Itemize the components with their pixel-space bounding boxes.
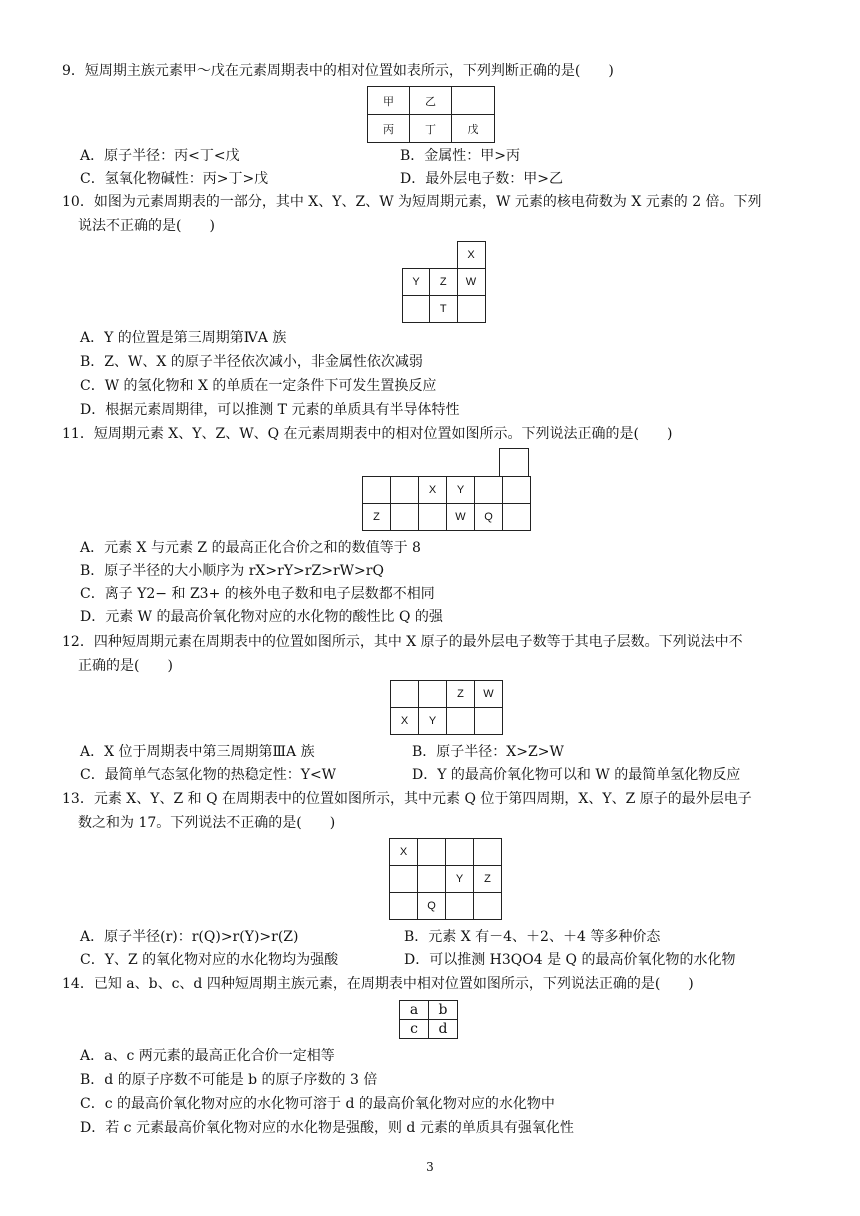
q9-option-a: A．原子半径：丙<丁<戊 <box>80 148 240 164</box>
q11-extra-cell <box>499 448 529 477</box>
q11-cell: Y <box>447 477 475 504</box>
q11-cell <box>475 477 503 504</box>
q12-cell <box>447 708 475 735</box>
q10-cell <box>403 296 430 323</box>
q14-option-a: A．a、c 两元素的最高正化合价一定相等 <box>80 1048 335 1064</box>
q14-option-c: C．c 的最高价氧化物对应的水化物可溶于 d 的最高价氧化物对应的水化物中 <box>80 1096 555 1112</box>
q13-cell: X <box>390 839 418 866</box>
q12-cell <box>419 681 447 708</box>
q12-stem: 12．四种短周期元素在周期表中的位置如图所示，其中 X 原子的最外层电子数等于其电子层数。下列说法中不 <box>62 634 743 650</box>
q11-cell <box>503 504 531 531</box>
q13-cell: Q <box>418 893 446 920</box>
q11-cell <box>503 477 531 504</box>
q13-cell <box>446 839 474 866</box>
q11-cell: Z <box>363 504 391 531</box>
q9-option-d: D．最外层电子数：甲>乙 <box>400 171 563 187</box>
q10-cell: W <box>457 269 485 296</box>
q9-cell: 戊 <box>452 115 495 143</box>
q13-periodic-table <box>389 838 502 920</box>
q11-option-b: B．原子半径的大小顺序为 rX>rY>rZ>rW>rQ <box>80 563 384 579</box>
q9-cell: 甲 <box>368 87 410 115</box>
q11-cell: X <box>419 477 447 504</box>
q13-option-d: D．可以推测 H3QO4 是 Q 的最高价氧化物的水化物 <box>404 952 736 968</box>
q11-cell <box>419 504 447 531</box>
q13-cell <box>474 839 502 866</box>
q10-option-a: A．Y 的位置是第三周期第ⅣA 族 <box>80 330 287 346</box>
q13-cell <box>474 893 502 920</box>
q10-stem: 10．如图为元素周期表的一部分，其中 X、Y、Z、W 为短周期元素，W 元素的核电荷数为 X 元素的 2 倍。下列 <box>62 194 762 210</box>
q13-cell <box>418 866 446 893</box>
q10-stem-cont: 说法不正确的是( ) <box>78 218 215 234</box>
q11-stem: 11．短周期元素 X、Y、Z、W、Q 在元素周期表中的相对位置如图所示。下列说法正确的是( ) <box>62 426 673 442</box>
q12-cell: X <box>391 708 419 735</box>
q12-option-c: C．最简单气态氢化物的热稳定性：Y<W <box>80 767 337 783</box>
q12-cell: Z <box>447 681 475 708</box>
q11-cell <box>363 477 391 504</box>
q11-option-a: A．元素 X 与元素 Z 的最高正化合价之和的数值等于 8 <box>80 540 421 556</box>
q13-cell <box>446 893 474 920</box>
q11-cell: W <box>447 504 475 531</box>
q13-option-c: C．Y、Z 的氧化物对应的水化物均为强酸 <box>80 952 339 968</box>
q9-cell: 丁 <box>410 115 452 143</box>
q14-cell: c <box>400 1020 429 1039</box>
q13-cell <box>418 839 446 866</box>
q9-cell: 乙 <box>410 87 452 115</box>
q13-option-a: A．原子半径(r)：r(Q)>r(Y)>r(Z) <box>80 929 299 945</box>
q14-cell: d <box>429 1020 458 1039</box>
q9-cell <box>452 87 495 115</box>
q12-cell <box>475 708 503 735</box>
q12-stem-cont: 正确的是( ) <box>78 658 173 674</box>
q10-option-c: C．W 的氢化物和 X 的单质在一定条件下可发生置换反应 <box>80 378 437 394</box>
q12-option-a: A．X 位于周期表中第三周期第ⅢA 族 <box>80 744 315 760</box>
q14-option-b: B．d 的原子序数不可能是 b 的原子序数的 3 倍 <box>80 1072 378 1088</box>
q12-option-d: D．Y 的最高价氧化物可以和 W 的最简单氢化物反应 <box>412 767 741 783</box>
q10-periodic-table <box>402 241 486 323</box>
q10-option-d: D．根据元素周期律，可以推测 T 元素的单质具有半导体特性 <box>80 402 460 418</box>
q11-option-d: D．元素 W 的最高价氧化物对应的水化物的酸性比 Q 的强 <box>80 609 443 625</box>
q14-option-d: D．若 c 元素最高价氧化物对应的水化物是强酸，则 d 元素的单质具有强氧化性 <box>80 1120 574 1136</box>
q14-periodic-table <box>399 1000 458 1039</box>
q10-option-b: B．Z、W、X 的原子半径依次减小，非金属性依次减弱 <box>80 354 423 370</box>
q12-cell: Y <box>419 708 447 735</box>
q14-cell: a <box>400 1001 429 1020</box>
q13-cell <box>390 866 418 893</box>
q12-cell: W <box>475 681 503 708</box>
q10-cell <box>457 296 485 323</box>
q14-stem: 14．已知 a、b、c、d 四种短周期主族元素，在周期表中相对位置如图所示，下列说法正确的是( ) <box>62 976 694 992</box>
q9-stem: 9．短周期主族元素甲～戊在元素周期表中的相对位置如表所示，下列判断正确的是( ) <box>62 63 614 79</box>
q12-cell <box>391 681 419 708</box>
q10-cell: Z <box>430 269 458 296</box>
q13-cell: Z <box>474 866 502 893</box>
q12-periodic-table <box>390 680 503 735</box>
q10-cell: T <box>430 296 458 323</box>
q11-option-c: C．离子 Y2− 和 Z3+ 的核外电子数和电子层数都不相同 <box>80 586 435 602</box>
q9-option-b: B．金属性：甲>丙 <box>400 148 521 164</box>
q10-cell: Y <box>403 269 430 296</box>
q9-option-c: C．氢氧化物碱性：丙>丁>戊 <box>80 171 269 187</box>
page-number: 3 <box>426 1160 434 1174</box>
q14-cell: b <box>429 1001 458 1020</box>
q11-cell <box>391 477 419 504</box>
q13-cell: Y <box>446 866 474 893</box>
q11-periodic-table <box>362 476 531 531</box>
q11-cell <box>391 504 419 531</box>
q13-cell <box>390 893 418 920</box>
q13-stem: 13．元素 X、Y、Z 和 Q 在周期表中的位置如图所示，其中元素 Q 位于第四周期，X、Y、Z 原子的最外层电子 <box>62 791 752 807</box>
q9-periodic-table <box>367 86 495 143</box>
q10-cell: X <box>457 242 485 269</box>
q13-option-b: B．元素 X 有－4、＋2、＋4 等多种价态 <box>404 929 661 945</box>
q11-cell: Q <box>475 504 503 531</box>
q9-cell: 丙 <box>368 115 410 143</box>
q12-option-b: B．原子半径：X>Z>W <box>412 744 564 760</box>
q13-stem-cont: 数之和为 17。下列说法不正确的是( ) <box>78 815 336 831</box>
